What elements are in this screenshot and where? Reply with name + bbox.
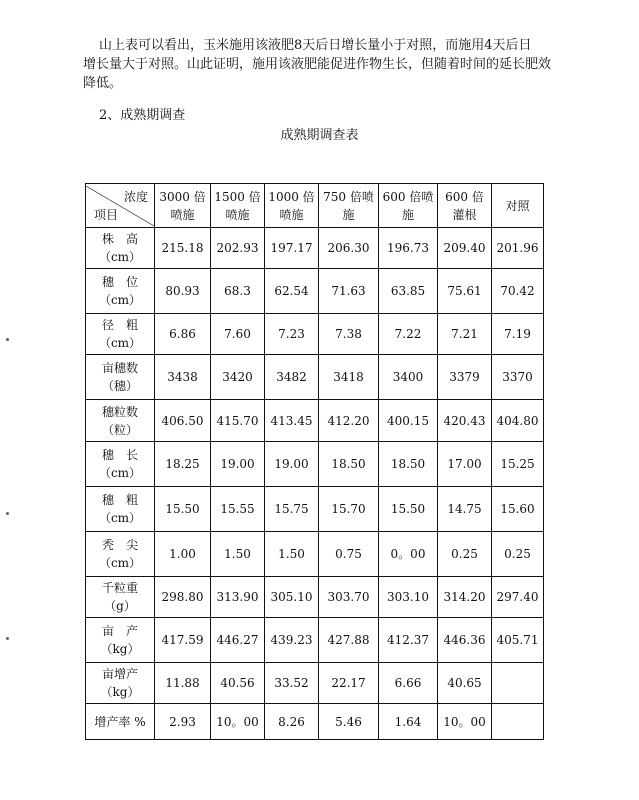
table-row bbox=[86, 355, 544, 400]
row-label bbox=[86, 704, 155, 740]
table-cell: 71.63 bbox=[319, 269, 379, 314]
table-cell: 7.19 bbox=[492, 314, 544, 355]
table-cell: 0.75 bbox=[319, 532, 379, 577]
row-label bbox=[86, 487, 155, 532]
table-cell: 0.25 bbox=[438, 532, 492, 577]
column-header-line: 对照 bbox=[505, 198, 530, 213]
column-header-line: 750 倍喷 bbox=[323, 189, 374, 204]
table-cell: 7.22 bbox=[379, 314, 438, 355]
table-cell: 439.23 bbox=[265, 618, 319, 663]
row-label bbox=[86, 228, 155, 269]
corner-bottom-label: 项目 bbox=[94, 207, 119, 222]
row-label-line: 亩增产 bbox=[101, 667, 138, 681]
row-label bbox=[86, 618, 155, 663]
row-label-line: （cm） bbox=[98, 466, 142, 480]
column-header-line: 灌根 bbox=[452, 207, 477, 222]
row-label-line: 亩穗数 bbox=[101, 361, 138, 375]
intro-paragraph bbox=[83, 36, 583, 93]
row-label-line: 亩 产 bbox=[101, 624, 138, 638]
table-cell: 22.17 bbox=[319, 663, 379, 704]
row-label-line: 穗 位 bbox=[101, 275, 138, 289]
table-cell: 3370 bbox=[492, 355, 544, 400]
table-cell: 400.15 bbox=[379, 400, 438, 442]
table-cell: 197.17 bbox=[265, 228, 319, 269]
table-cell: 3400 bbox=[379, 355, 438, 400]
table-cell: 6.86 bbox=[155, 314, 211, 355]
table-cell: 14.75 bbox=[438, 487, 492, 532]
table-cell: 15.60 bbox=[492, 487, 544, 532]
table-cell: 1.50 bbox=[265, 532, 319, 577]
table-row bbox=[86, 487, 544, 532]
header-row bbox=[86, 184, 544, 228]
table-cell: 6.66 bbox=[379, 663, 438, 704]
scan-mark bbox=[6, 338, 9, 341]
table-row bbox=[86, 314, 544, 355]
table-cell: 415.70 bbox=[211, 400, 265, 442]
table-row bbox=[86, 228, 544, 269]
table-cell: 215.18 bbox=[155, 228, 211, 269]
table-cell: 2.93 bbox=[155, 704, 211, 740]
table-row bbox=[86, 532, 544, 577]
table-cell: 19.00 bbox=[211, 442, 265, 487]
table-cell: 427.88 bbox=[319, 618, 379, 663]
table-cell: 18.50 bbox=[379, 442, 438, 487]
row-label-line: （cm） bbox=[98, 250, 142, 264]
table-cell: 3379 bbox=[438, 355, 492, 400]
table-cell: 446.36 bbox=[438, 618, 492, 663]
table-row bbox=[86, 663, 544, 704]
column-header-line: 1000 倍 bbox=[268, 189, 315, 204]
table-cell: 19.00 bbox=[265, 442, 319, 487]
table-cell: 68.3 bbox=[211, 269, 265, 314]
column-header bbox=[211, 184, 265, 228]
table-cell: 0.25 bbox=[492, 532, 544, 577]
table-cell: 7.60 bbox=[211, 314, 265, 355]
table-cell: 420.43 bbox=[438, 400, 492, 442]
row-label bbox=[86, 400, 155, 442]
row-label-line: 穗 长 bbox=[101, 448, 138, 462]
table-cell: 3418 bbox=[319, 355, 379, 400]
table-cell: 298.80 bbox=[155, 577, 211, 618]
scan-mark bbox=[6, 637, 9, 640]
table-cell: 412.20 bbox=[319, 400, 379, 442]
table-cell: 3438 bbox=[155, 355, 211, 400]
table-cell: 18.50 bbox=[319, 442, 379, 487]
row-label-line: （穗） bbox=[101, 379, 138, 393]
maturity-survey-table bbox=[85, 183, 544, 740]
table-cell: 405.71 bbox=[492, 618, 544, 663]
table-row bbox=[86, 442, 544, 487]
table-cell: 63.85 bbox=[379, 269, 438, 314]
table-cell: 70.42 bbox=[492, 269, 544, 314]
row-label-line: 秃 尖 bbox=[101, 538, 138, 552]
diagonal-divider bbox=[86, 186, 154, 226]
row-label-line: 径 粗 bbox=[101, 318, 138, 332]
column-header-line: 施 bbox=[342, 207, 355, 222]
row-label-line: （cm） bbox=[98, 556, 142, 570]
row-label-line: 穗粒数 bbox=[101, 404, 138, 419]
row-label-line: （kg） bbox=[100, 685, 140, 699]
column-header-line: 600 倍喷 bbox=[382, 189, 434, 204]
row-label-line: 穗 粗 bbox=[101, 493, 138, 507]
table-cell: 33.52 bbox=[265, 663, 319, 704]
table-row bbox=[86, 400, 544, 442]
table-cell: 417.59 bbox=[155, 618, 211, 663]
column-header bbox=[492, 184, 544, 228]
table-cell: 314.20 bbox=[438, 577, 492, 618]
table-cell: 15.55 bbox=[211, 487, 265, 532]
table-cell: 303.10 bbox=[379, 577, 438, 618]
table-cell: 5.46 bbox=[319, 704, 379, 740]
table-row bbox=[86, 269, 544, 314]
row-label-line: （cm） bbox=[98, 293, 142, 307]
table-cell: 209.40 bbox=[438, 228, 492, 269]
table-cell: 206.30 bbox=[319, 228, 379, 269]
table-cell: 3482 bbox=[265, 355, 319, 400]
row-label-line: （cm） bbox=[98, 336, 142, 350]
row-label-line: （粒） bbox=[101, 422, 138, 437]
row-label bbox=[86, 532, 155, 577]
table-cell: 413.45 bbox=[265, 400, 319, 442]
row-label bbox=[86, 577, 155, 618]
column-header bbox=[319, 184, 379, 228]
paragraph-line: 降低。 bbox=[83, 76, 123, 91]
table-cell: 7.38 bbox=[319, 314, 379, 355]
table-cell: 8.26 bbox=[265, 704, 319, 740]
column-header-line: 喷施 bbox=[279, 207, 304, 222]
table-cell: 1.64 bbox=[379, 704, 438, 740]
row-label-line: （g） bbox=[104, 599, 136, 613]
table-cell: 196.73 bbox=[379, 228, 438, 269]
table-cell: 446.27 bbox=[211, 618, 265, 663]
row-label-line: （cm） bbox=[98, 511, 142, 525]
column-header bbox=[438, 184, 492, 228]
row-label-line: 增产率 % bbox=[94, 714, 146, 729]
table-cell bbox=[492, 704, 544, 740]
table-row bbox=[86, 577, 544, 618]
row-label bbox=[86, 442, 155, 487]
column-header bbox=[265, 184, 319, 228]
paragraph-line: 增长量大于对照。山此证明，施用该液肥能促进作物生长，但随着时间的延长肥效 bbox=[83, 57, 552, 72]
table-row bbox=[86, 704, 544, 740]
table-cell: 3420 bbox=[211, 355, 265, 400]
table-title: 成熟期调查表 bbox=[280, 128, 359, 143]
table-cell: 40.56 bbox=[211, 663, 265, 704]
column-header-line: 施 bbox=[401, 207, 414, 222]
column-header bbox=[155, 184, 211, 228]
table-cell: 80.93 bbox=[155, 269, 211, 314]
table-cell: 404.80 bbox=[492, 400, 544, 442]
table-cell: 40.65 bbox=[438, 663, 492, 704]
table-cell: 11.88 bbox=[155, 663, 211, 704]
table-cell: 15.25 bbox=[492, 442, 544, 487]
table-cell: 15.50 bbox=[379, 487, 438, 532]
table-cell: 10。00 bbox=[211, 704, 265, 740]
row-label bbox=[86, 355, 155, 400]
scan-mark bbox=[6, 512, 9, 515]
table-cell: 412.37 bbox=[379, 618, 438, 663]
table-cell: 75.61 bbox=[438, 269, 492, 314]
table-cell: 201.96 bbox=[492, 228, 544, 269]
row-label-line: 株 高 bbox=[101, 232, 138, 246]
row-label-line: （kg） bbox=[100, 642, 140, 656]
table-cell: 1.00 bbox=[155, 532, 211, 577]
column-header-line: 600 倍 bbox=[445, 189, 484, 204]
table-cell: 305.10 bbox=[265, 577, 319, 618]
header-corner-cell bbox=[86, 184, 155, 228]
row-label-line: 千粒重 bbox=[101, 581, 138, 595]
table-cell: 7.21 bbox=[438, 314, 492, 355]
column-header-line: 1500 倍 bbox=[214, 189, 261, 204]
column-header-line: 3000 倍 bbox=[159, 189, 206, 204]
table-cell: 62.54 bbox=[265, 269, 319, 314]
table-cell: 15.75 bbox=[265, 487, 319, 532]
row-label bbox=[86, 314, 155, 355]
table-row bbox=[86, 618, 544, 663]
table-cell bbox=[492, 663, 544, 704]
column-header-line: 喷施 bbox=[170, 207, 195, 222]
corner-top-label: 浓度 bbox=[123, 189, 148, 204]
section-heading: 2、成熟期调查 bbox=[99, 108, 186, 123]
table-cell: 303.70 bbox=[319, 577, 379, 618]
table-cell: 10。00 bbox=[438, 704, 492, 740]
table-cell: 18.25 bbox=[155, 442, 211, 487]
table-cell: 297.40 bbox=[492, 577, 544, 618]
table-cell: 313.90 bbox=[211, 577, 265, 618]
table-cell: 1.50 bbox=[211, 532, 265, 577]
table-cell: 15.50 bbox=[155, 487, 211, 532]
table-cell: 17.00 bbox=[438, 442, 492, 487]
table-cell: 0。00 bbox=[379, 532, 438, 577]
row-label bbox=[86, 663, 155, 704]
paragraph-line: 山上表可以看出，玉米施用该液肥8天后日增长量小于对照，而施用4天后日 bbox=[99, 38, 532, 53]
column-header-line: 喷施 bbox=[225, 207, 250, 222]
row-label bbox=[86, 269, 155, 314]
table-cell: 202.93 bbox=[211, 228, 265, 269]
table-cell: 406.50 bbox=[155, 400, 211, 442]
table-cell: 7.23 bbox=[265, 314, 319, 355]
table-cell: 15.70 bbox=[319, 487, 379, 532]
column-header bbox=[379, 184, 438, 228]
